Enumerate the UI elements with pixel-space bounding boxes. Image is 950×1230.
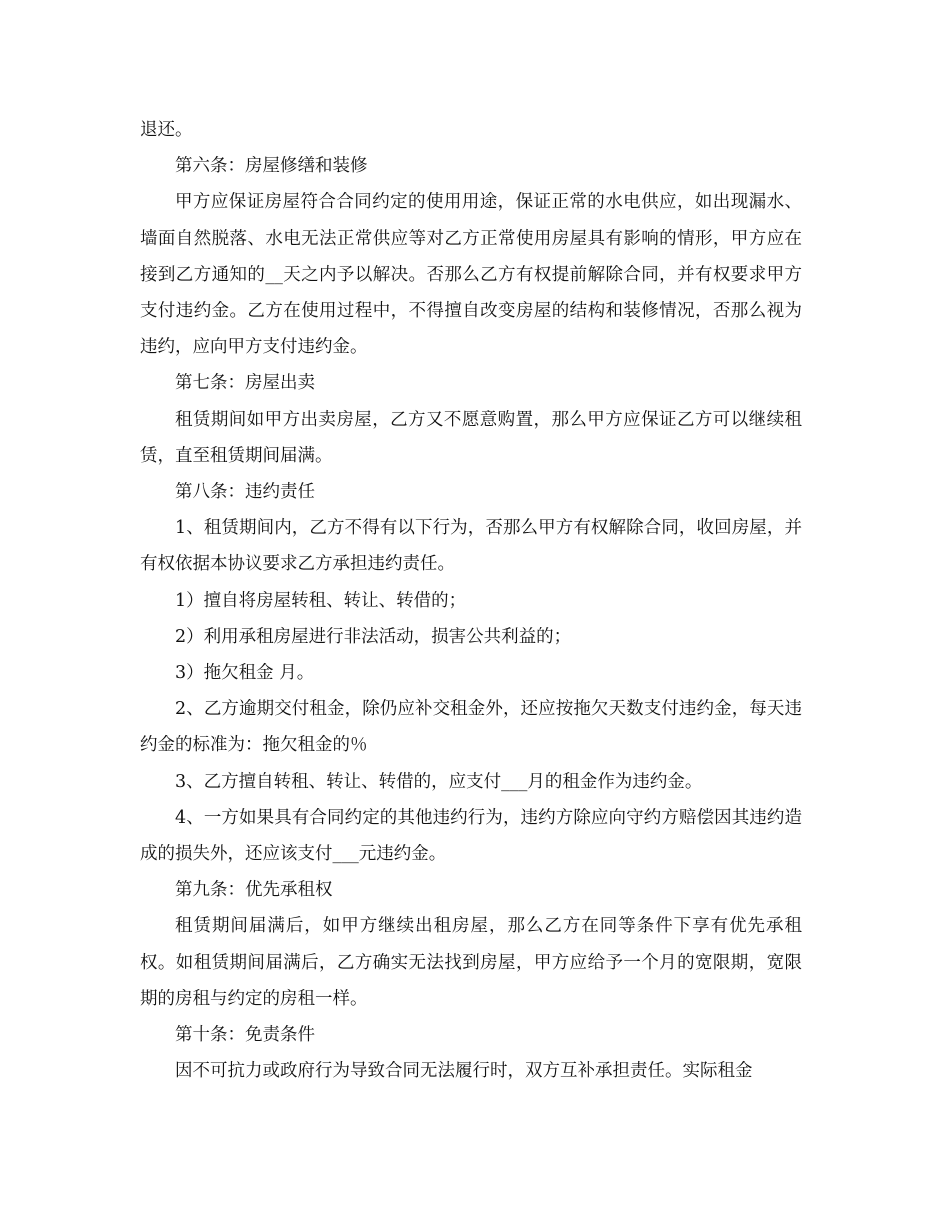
article-6-heading: 第六条：房屋修缮和装修 bbox=[175, 156, 368, 177]
article-8-clause-4: 4、一方如果具有合同约定的其他违约行为，违约方除应向守约方赔偿因其违约造成的损失外，还应该支付___元违约金。 bbox=[140, 807, 802, 865]
article-9-body: 租赁期间届满后，如甲方继续出租房屋，那么乙方在同等条件下享有优先承租权。如租赁期间届满后，乙方确实无法找到房屋，甲方应给予一个月的宽限期，宽限期的房租与约定的房租一样。 bbox=[140, 916, 802, 1009]
article-8-heading: 第八条：违约责任 bbox=[175, 482, 315, 503]
article-8-clause-2: 2、乙方逾期交付租金，除仍应补交租金外，还应按拖欠天数支付违约金，每天违约金的标准为：拖欠租金的％ bbox=[140, 699, 802, 756]
article-7-body: 租赁期间如甲方出卖房屋，乙方又不愿意购置，那么甲方应保证乙方可以继续租赁，直至租赁期间届满。 bbox=[140, 409, 802, 466]
document-body bbox=[140, 112, 802, 1089]
article-7-heading: 第七条：房屋出卖 bbox=[175, 373, 315, 394]
article-10-body: 因不可抗力或政府行为导致合同无法履行时，双方互补承担责任。实际租金 bbox=[175, 1061, 753, 1082]
article-8-item-1: 1）擅自将房屋转租、转让、转借的； bbox=[175, 590, 467, 611]
article-8-item-2: 2）利用承租房屋进行非法活动，损害公共利益的； bbox=[175, 626, 572, 647]
article-9-heading: 第九条：优先承租权 bbox=[175, 880, 333, 901]
article-8-item-3: 3）拖欠租金 月。 bbox=[175, 663, 315, 684]
article-8-clause-3: 3、乙方擅自转租、转让、转借的，应支付___月的租金作为违约金。 bbox=[175, 771, 703, 792]
article-6-body: 甲方应保证房屋符合合同约定的使用用途，保证正常的水电供应，如出现漏水、墙面自然脱落、水电无法正常供应等对乙方正常使用房屋具有影响的情形，甲方应在接到乙方通知的__天之内予以解决。否那么乙方有权提前解除合同，并有权要求甲方支付违约金。乙方在使用过程中，不得擅自改变房屋的结构和装修情况，否那么视为违约，应向甲方支付违约金。 bbox=[140, 192, 802, 358]
article-10-heading: 第十条：免责条件 bbox=[175, 1025, 315, 1046]
paragraph-continuation: 退还。 bbox=[140, 120, 193, 140]
article-8-clause-1: 1、租赁期间内，乙方不得有以下行为，否那么甲方有权解除合同，收回房屋，并有权依据本协议要求乙方承担违约责任。 bbox=[140, 518, 802, 575]
